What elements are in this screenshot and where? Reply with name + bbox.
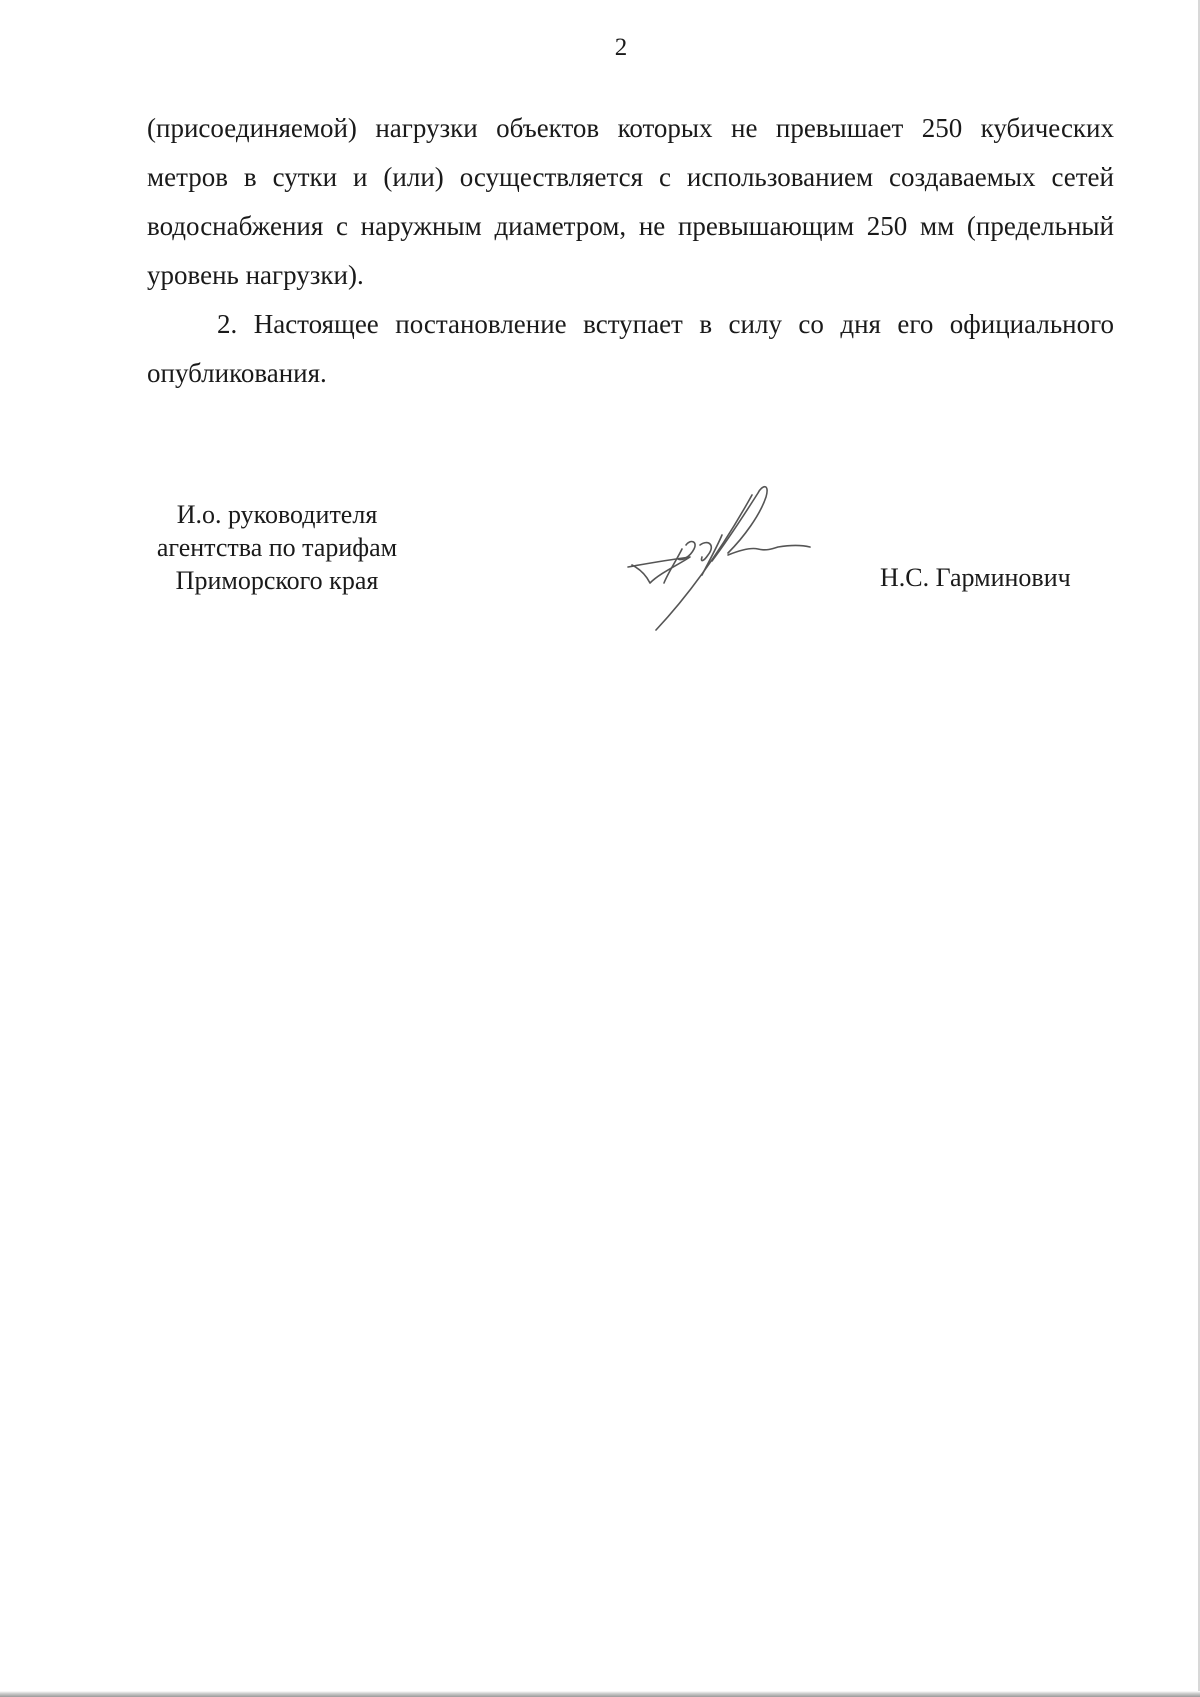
signatory-title-line: И.о. руководителя <box>176 500 378 529</box>
paragraph-continuation: (присоединяемой) нагрузки объектов которых не превышает 250 кубических метров в сутки и (или) осуществляется с использованием создаваемых сетей водоснабжения с наружным диаметром, не превышающим 250 мм (предельный уровень нагрузки). <box>147 113 1114 290</box>
signatory-title <box>147 498 407 597</box>
signatory-title-line: Приморского края <box>175 566 379 595</box>
paragraph-item-2: 2. Настоящее постановление вступает в силу со дня его официального опубликования. <box>147 309 1114 388</box>
scan-edge <box>0 1691 1200 1697</box>
document-body <box>147 104 1114 398</box>
signatory-name: Н.С. Гарминович <box>880 563 1071 592</box>
page-number: 2 <box>614 34 628 61</box>
handwritten-signature-icon <box>620 475 820 635</box>
signatory-title-line: агентства по тарифам <box>156 533 398 562</box>
